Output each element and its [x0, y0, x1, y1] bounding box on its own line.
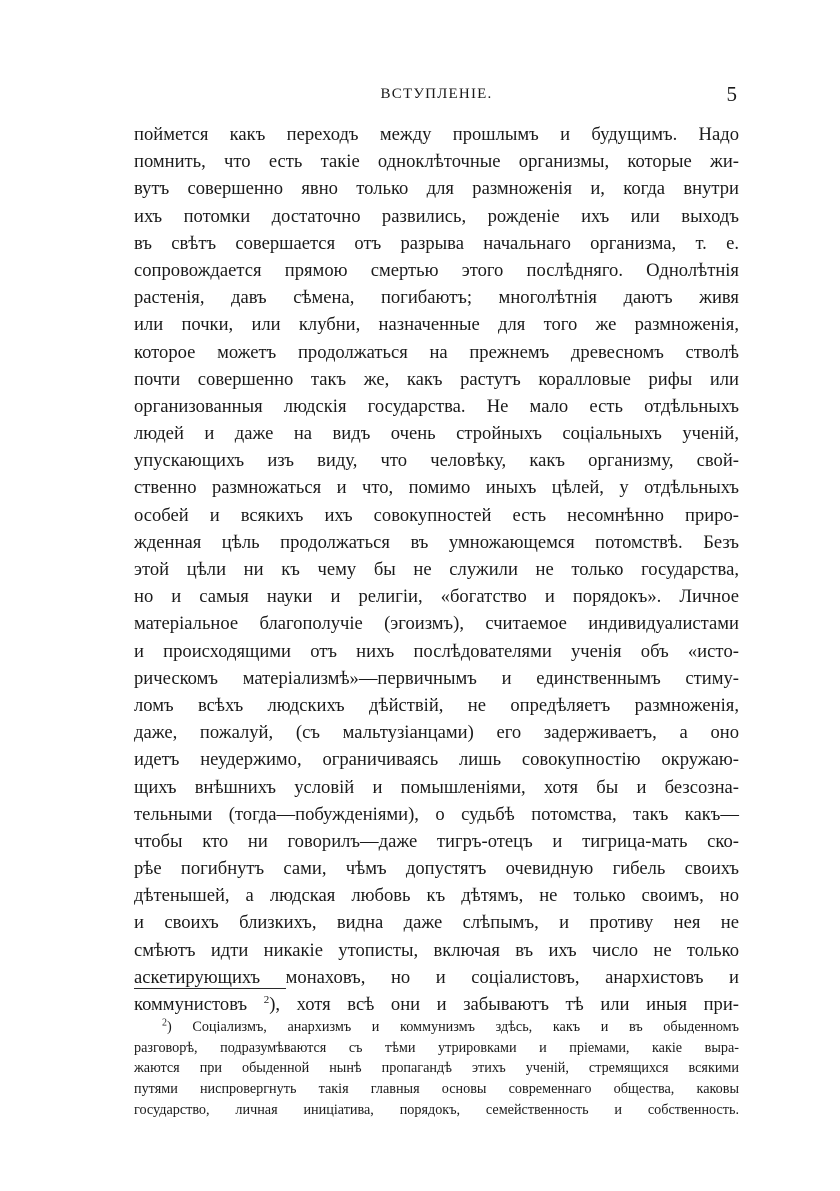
text-line: и происходящими отъ нихъ послѣдователями ученія объ «истo- [134, 640, 739, 662]
text-line: людей и даже на видъ очень стройныхъ соціальныхъ ученій, [134, 423, 739, 445]
running-title: ВСТУПЛЕНІЕ. [380, 86, 493, 102]
text-line: ломъ всѣхъ людскихъ дѣйствій, не опредѣляетъ размноженія, [134, 694, 739, 716]
footnote-line: путями ниспровергнуть такія главныя основы современнаго общества, каковы [134, 1081, 739, 1098]
running-head [134, 82, 739, 110]
text-line: но и самыя науки и религіи, «богатство и порядокъ». Личное [134, 586, 739, 608]
footnote-line [134, 1017, 739, 1038]
text-line: дѣтенышей, а людская любовь къ дѣтямъ, не только своимъ, но [134, 885, 739, 907]
text-line: смѣютъ идти никакіе утописты, включая въ ихъ число не только [134, 939, 739, 961]
text-line: тельными (тогда—побужденіями), о судьбѣ потомства, такъ какъ— [134, 803, 739, 825]
text-line: ихъ потомки достаточно развились, рожденіе ихъ или выходъ [134, 205, 739, 227]
text-line-last [134, 991, 739, 1018]
text-line: ственно размножаться и что, помимо иныхъ цѣлей, у отдѣльныхъ [134, 477, 739, 499]
footnote-line: жаются при обыденной нынѣ пропагандѣ этихъ ученій, стремящихся всякими [134, 1060, 739, 1077]
text-line: особей и всякихъ ихъ совокупностей есть несомнѣнно прирo- [134, 504, 739, 526]
text-line: этой цѣли ни къ чему бы не служили не только государства, [134, 559, 739, 580]
footnote-divider [134, 988, 286, 989]
text-line: организованныя людскія государства. Не мало есть отдѣльныхъ [134, 395, 739, 417]
footnote-line: разговорѣ, подразумѣваются съ тѣми утрировками и пріемами, какіе выра- [134, 1039, 739, 1056]
text-line: или почки, или клубни, назначенные для того же размноженія, [134, 314, 739, 336]
text-line: въ свѣтъ совершается отъ разрыва начальнаго организма, т. е. [134, 232, 739, 254]
text-line: рѣе погибнутъ сами, чѣмъ допустятъ очевидную гибель своихъ [134, 858, 739, 880]
text-line: щихъ внѣшнихъ условій и помышленіями, хотя бы и безсозна- [134, 776, 739, 798]
text-line: поймется какъ переходъ между прошлымъ и будущимъ. Надо [134, 124, 739, 145]
footnote-marker: 2 [162, 1017, 167, 1029]
text-fragment: ), хотя всѣ они и забываютъ тѣ или иныя при- [269, 994, 739, 1015]
text-fragment: коммунистовъ [134, 994, 264, 1015]
footnote-reference[interactable]: 2 [263, 993, 270, 1006]
text-line: идетъ неудержимо, ограничиваясь лишь совокупностію окружаю- [134, 749, 739, 771]
footnote [134, 1017, 739, 1120]
text-line: помнить, что есть такіе одноклѣточные организмы, которые жи- [134, 151, 739, 173]
text-line: почти совершенно такъ же, какъ растутъ коралловые рифы или [134, 368, 739, 390]
text-line: рическомъ матеріализмѣ»—первичнымъ и единственнымъ стиму- [134, 667, 739, 689]
text-line: даже, пожалуй, (съ мальтузіанцами) его задерживаетъ, а оно [134, 722, 739, 744]
footnote-line: государство, личная иниціатива, порядокъ, семейственность и собственность. [134, 1101, 739, 1118]
body-text [134, 121, 739, 1018]
text-line: упускающихъ изъ виду, что человѣку, какъ организму, свой- [134, 450, 739, 472]
text-line: и своихъ близкихъ, видна даже слѣпымъ, и противу нея не [134, 912, 739, 934]
text-line: жденная цѣль продолжаться въ умножающемся потомствѣ. Безъ [134, 531, 739, 553]
text-line: сопровождается прямою смертью этого послѣдняго. Однолѣтнія [134, 259, 739, 281]
text-line: которое можетъ продолжаться на прежнемъ древесномъ стволѣ [134, 341, 739, 363]
text-line: чтобы кто ни говорилъ—даже тигръ-отецъ и тигрица-мать ско- [134, 830, 739, 852]
text-line: аскетирующихъ монаховъ, но и соціалистовъ, анархистовъ и [134, 966, 739, 988]
footnote-text: ) Соціализмъ, анархизмъ и коммунизмъ здѣсь, какъ и въ обыденномъ [167, 1019, 739, 1035]
page-number: 5 [726, 82, 737, 106]
text-line: вутъ совершенно явно только для размноженія и, когда внутри [134, 178, 739, 200]
text-line: растенія, давъ сѣмена, погибаютъ; многолѣтнія даютъ живя [134, 287, 739, 309]
text-line: матеріальное благополучіе (эгоизмъ), считаемое индивидуалистами [134, 613, 739, 635]
